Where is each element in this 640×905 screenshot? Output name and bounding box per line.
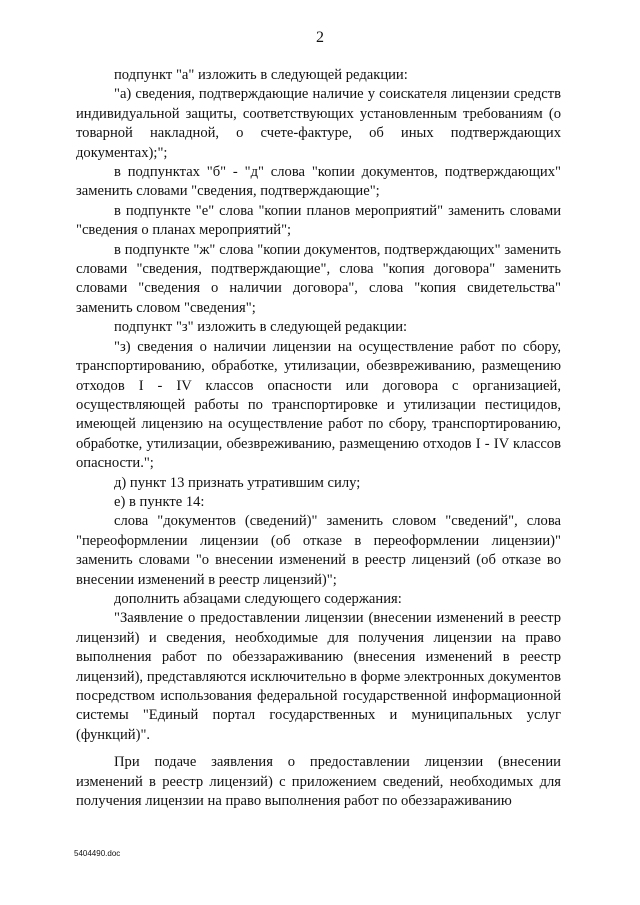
paragraph-subpoint-e: в подпункте "е" слова "копии планов мероприятий" заменить словами "сведения о планах мероприятий"; xyxy=(76,202,561,239)
paragraph-subpoint-z-text: "з) сведения о наличии лицензии на осуществление работ по сбору, транспортированию, обработке, утилизации, обезвреживанию, размещению отходов I - IV классов опасности или договора с организацией, осуществляющей работы по транспортировке и утилизации пестицидов, имеющей лицензию на осуществление работ по сбору, транспортированию, обработке, утилизации, обезвреживанию, размещению отходов I - IV классов опасности."; xyxy=(76,338,561,472)
paragraph-subpoints-b-d: в подпунктах "б" - "д" слова "копии документов, подтверждающих" заменить словами "сведения, подтверждающие"; xyxy=(76,164,561,200)
paragraph-item-d: д) пункт 13 признать утратившим силу; xyxy=(114,474,361,491)
document-body xyxy=(76,66,561,811)
paragraph-application-electronic: "Заявление о предоставлении лицензии (внесении изменений в реестр лицензий) и сведения, необходимые для получения лицензии на право выполнения работ по обеззараживанию (внесения изменений в реестр лицензий), представляются исключительно в форме электронных документов посредством использования федеральной государственной информационной системы "Единый портал государственных и муниципальных услуг (функций)". xyxy=(76,610,561,743)
paragraph-point-14-words: слова "документов (сведений)" заменить словом "сведений", слова "переоформлении лицензии (об отказе в переоформлении лицензии)" заменить словами "о внесении изменений в реестр лицензий (об отказе во внесении изменений в реестр лицензий)"; xyxy=(76,513,561,588)
paragraph-subpoint-a-text: "а) сведения, подтверждающие наличие у соискателя лицензии средств индивидуальной защиты, соответствующих установленным требованиям (о товарной накладной, о счете-фактуре, об иных подтверждающих документах);"; xyxy=(76,86,561,161)
paragraph-application-submission: При подаче заявления о предоставлении лицензии (внесении изменений в реестр лицензий) с приложением сведений, необходимых для получения лицензии на право выполнения работ по обеззараживанию xyxy=(76,754,561,810)
paragraph-item-e: е) в пункте 14: xyxy=(114,493,205,510)
paragraph-subpoint-a-intro: подпункт "а" изложить в следующей редакции: xyxy=(114,67,408,83)
paragraph-subpoint-z-intro: подпункт "з" изложить в следующей редакции: xyxy=(114,319,408,336)
paragraph-supplement-intro: дополнить абзацами следующего содержания: xyxy=(114,590,402,607)
page-number: 2 xyxy=(316,29,324,46)
footer-file-code: 5404490.doc xyxy=(74,849,121,858)
paragraph-subpoint-zh: в подпункте "ж" слова "копии документов, подтверждающих" заменить словами "сведения, подтверждающие", слова "копия договора" заменить словами "сведения о наличии договора", слова "копия свидетельства" заменить словом "сведения"; xyxy=(76,241,561,316)
